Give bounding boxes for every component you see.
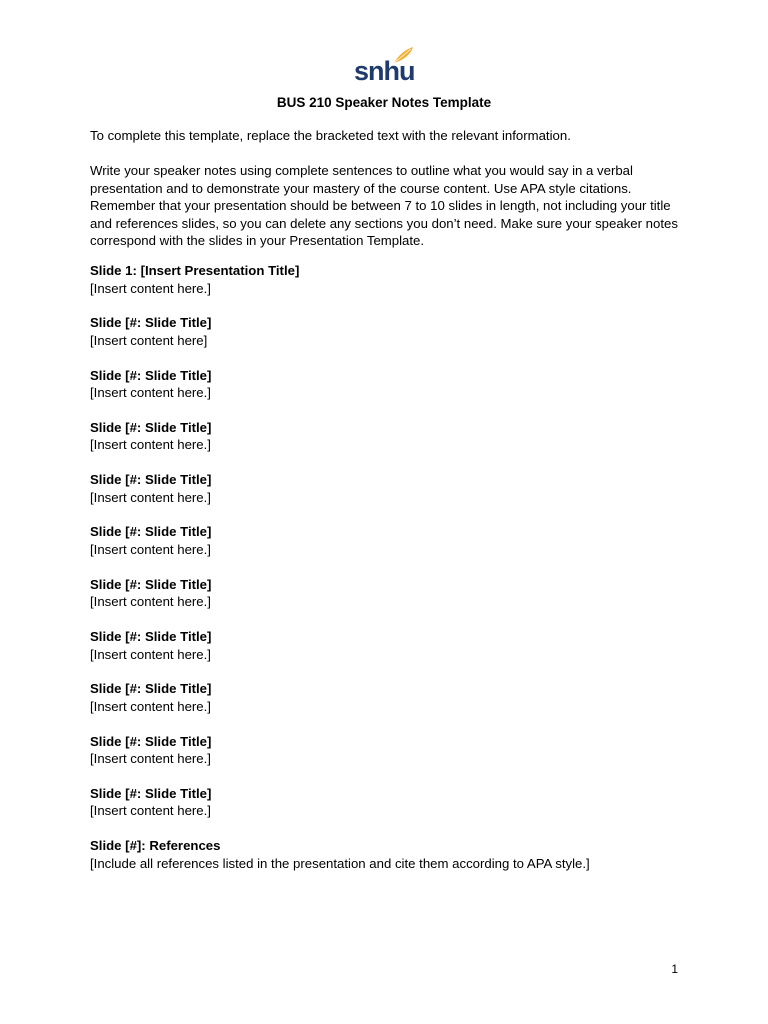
slide-title: Slide [#: Slide Title] [90,681,212,697]
slide-content: [Insert content here] [90,332,208,348]
slide-title: Slide [#: Slide Title] [90,785,212,801]
references-section [90,837,690,889]
slide-section [90,733,690,785]
slide-title: Slide [#: Slide Title] [90,733,212,749]
slide-section [90,419,690,471]
slide-content: [Include all references listed in the presentation and cite them according to APA style.] [90,855,590,871]
slide-content: [Insert content here.] [90,385,211,401]
logo-wordmark: snhu [354,56,415,86]
slide-section [90,262,690,314]
slide-title: Slide [#: Slide Title] [90,576,212,592]
slide-title: Slide [#: Slide Title] [90,367,212,383]
slide-content: [Insert content here.] [90,489,211,505]
slide-section [90,576,690,628]
slide-title: Slide 1: [Insert Presentation Title] [90,263,300,278]
slide-section [90,680,690,732]
slide-title: Slide [#]: References [90,838,221,854]
slide-content: [Insert content here.] [90,594,211,610]
slide-section [90,314,690,366]
slide-title: Slide [#: Slide Title] [90,419,212,435]
slide-section [90,523,690,575]
slide-content: [Insert content here.] [90,751,211,767]
page-number: 1 [671,962,678,976]
slide-content: [Insert content here.] [90,541,211,557]
document-title: BUS 210 Speaker Notes Template [276,95,492,110]
slide-section [90,628,690,680]
slide-title: Slide [#: Slide Title] [90,524,212,540]
snhu-logo [354,46,414,88]
slide-content: [Insert content here.] [90,437,211,453]
intro-paragraph: To complete this template, replace the bracketed text with the relevant information. [90,128,571,143]
slide-section [90,785,690,837]
slide-title: Slide [#: Slide Title] [90,315,212,331]
slide-title: Slide [#: Slide Title] [90,472,212,488]
slide-content: [Insert content here.] [90,646,211,662]
slide-content: [Insert content here.] [90,280,211,296]
slide-content: [Insert content here.] [90,698,211,714]
slide-section [90,471,690,523]
instructions-paragraph: Write your speaker notes using complete sentences to outline what you would say in a verbal presentation and to demonstrate your mastery of the course content. Use APA style citations. Remember that your presentation should be between 7 to 10 slides in length, not including your title and references slides, so you can delete any sections you don’t need. Make sure your speaker notes correspond with the slides in your Presentation Template. [90,163,678,249]
slide-title: Slide [#: Slide Title] [90,629,212,645]
slide-content: [Insert content here.] [90,803,211,819]
slide-section [90,367,690,419]
slide-notes-list [90,262,690,890]
